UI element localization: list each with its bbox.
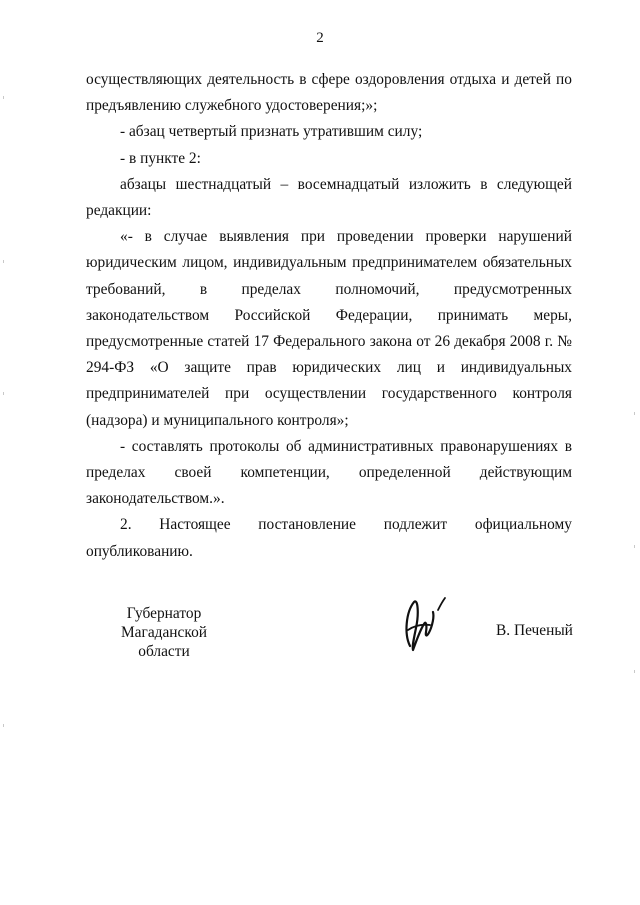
paragraph-punkt-2: - в пункте 2: bbox=[120, 149, 201, 167]
signer-position bbox=[96, 604, 232, 661]
scan-artifact bbox=[3, 96, 4, 99]
signer-position-line1: Губернатор bbox=[126, 605, 202, 622]
scan-artifact bbox=[634, 412, 635, 415]
paragraph-abzacy-16-18: абзацы шестнадцатый – восемнадцатый изложить в следующей редакции: bbox=[86, 175, 572, 220]
handwritten-signature bbox=[400, 590, 456, 656]
scan-artifact bbox=[3, 392, 4, 395]
paragraph-publication: 2. Настоящее постановление подлежит официальному опубликованию. bbox=[86, 516, 572, 560]
document-body bbox=[86, 67, 572, 565]
scan-artifact bbox=[634, 545, 635, 548]
signature-block bbox=[0, 604, 640, 664]
scan-artifact bbox=[3, 260, 4, 263]
paragraph-abzac-4: - абзац четвертый признать утратившим силу; bbox=[120, 123, 423, 141]
signer-position-line2: Магаданской области bbox=[120, 624, 208, 660]
signer-name: В. Печеный bbox=[496, 622, 573, 639]
page-number: 2 bbox=[316, 30, 324, 46]
paragraph-continuation: осуществляющих деятельность в сфере оздоровления отдыха и детей по предъявлению служебного удостоверения;»; bbox=[86, 71, 572, 115]
paragraph-protocols: - составлять протоколы об административных правонарушениях в пределах своей компетенции, определенной действующим законодательством.». bbox=[86, 437, 572, 508]
scan-artifact bbox=[634, 670, 635, 673]
paragraph-quoted-amendment: «- в случае выявления при проведении проверки нарушений юридическим лицом, индивидуальным предпринимателем обязательных требований, в пределах полномочий, предусмотренных законодательством Российской Федерации, принимать меры, предусмотренные статей 17 Федерального закона от 26 декабря 2008 г. № 294-ФЗ «О защите прав юридических лиц и индивидуальных предпринимателей при осуществлении государственного контроля (надзора) и муниципального контроля»; bbox=[86, 228, 572, 429]
scan-artifact bbox=[3, 724, 4, 727]
